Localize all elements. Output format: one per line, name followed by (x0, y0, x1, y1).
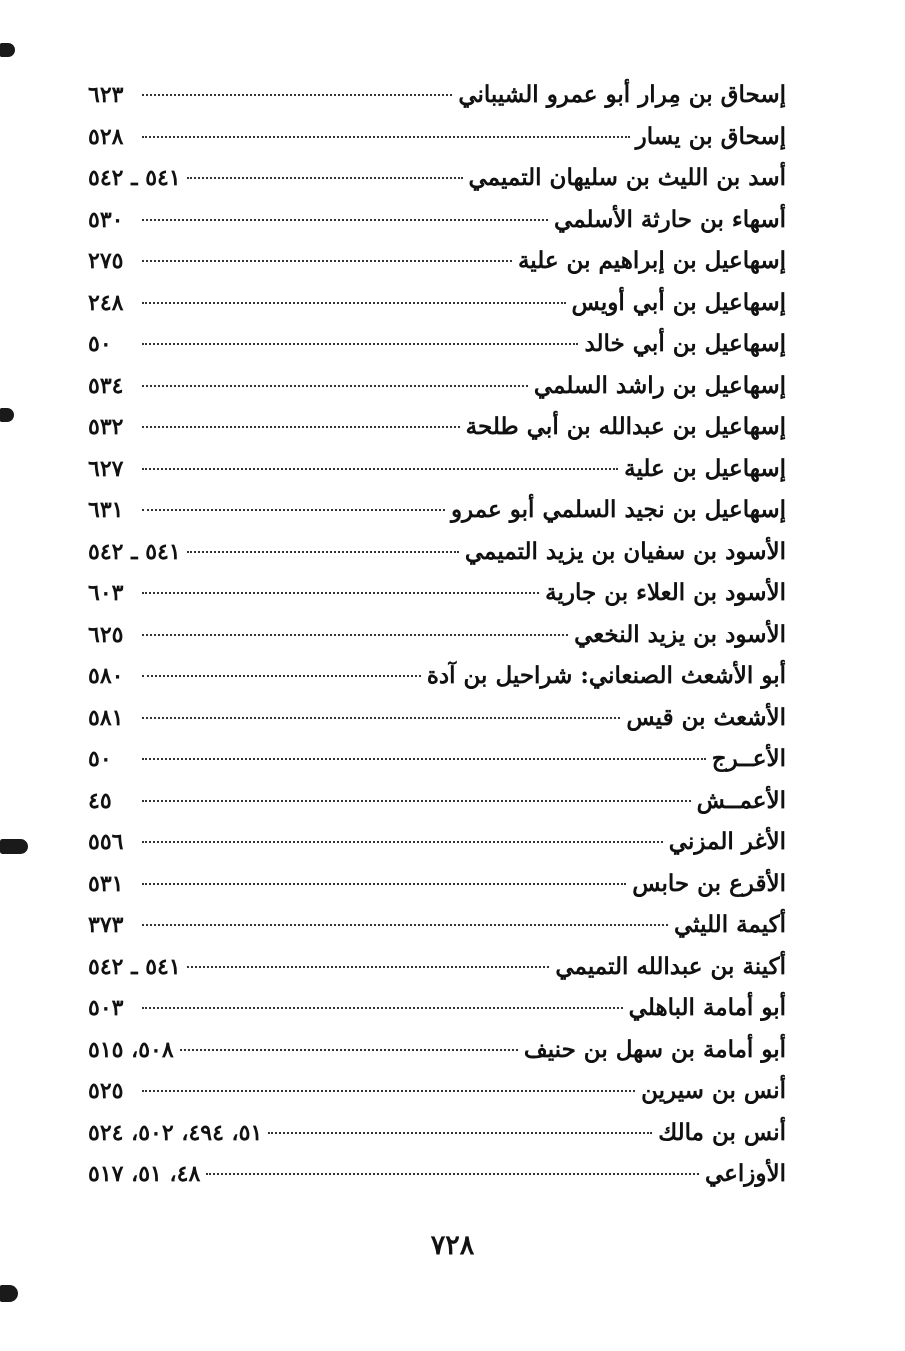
entry-pages: ٦٠٣ (88, 580, 124, 606)
entry-name: أبو أمامة الباهلي (628, 994, 786, 1021)
dot-leader (142, 841, 663, 843)
entry-name: الأسود بن يزيد النخعي (574, 620, 786, 648)
index-entry (88, 697, 786, 739)
index-entry (88, 1112, 786, 1154)
index-entry (88, 1029, 786, 1071)
index-entry (88, 821, 786, 863)
entry-name: الأسود بن العلاء بن جارية (545, 579, 786, 606)
margin-ink-mark (0, 43, 15, 57)
entry-pages: ٥٥٦ (88, 829, 124, 855)
entry-pages: ٦٣١ (88, 497, 124, 523)
entry-pages: ٥٤١ ـ ٥٤٢ (88, 953, 181, 980)
dot-leader (142, 509, 445, 511)
dot-leader (180, 1049, 518, 1051)
entry-pages: ٥٤١ ـ ٥٤٢ (88, 165, 181, 191)
entry-name: إسهاعيل بن أبي أويس (571, 288, 786, 316)
entry-pages: ٦٢٣ (88, 82, 124, 108)
page-number: ٧٢٨ (430, 1230, 475, 1261)
entry-pages: ٥٢٥ (88, 1078, 124, 1104)
entry-name: إسحاق بن مِرار أبو عمرو الشيباني (458, 81, 786, 108)
entry-name: الأسود بن سفيان بن يزيد التميمي (464, 537, 786, 565)
dot-leader (268, 1132, 652, 1134)
dot-leader (142, 634, 568, 636)
index-entry (88, 1153, 786, 1195)
index-entry (88, 1070, 786, 1112)
dot-leader (142, 800, 691, 802)
dot-leader (142, 1090, 635, 1092)
dot-leader (142, 136, 630, 138)
index-entry (88, 904, 786, 946)
dot-leader (142, 592, 539, 594)
entry-name: إسهاعيل بن راشد السلمي (533, 371, 786, 399)
dot-leader (187, 966, 550, 968)
entry-name: الأقرع بن حابس (632, 869, 786, 897)
dot-leader (142, 385, 528, 387)
dot-leader (142, 883, 626, 885)
entry-pages: ٥٠ (88, 331, 112, 357)
index-entry (88, 863, 786, 905)
index-entry (88, 489, 786, 531)
dot-leader (142, 1007, 623, 1009)
entry-pages: ٥٨١ (88, 704, 124, 731)
entry-name: أبو أمامة بن سهل بن حنيف (523, 1035, 786, 1063)
entry-pages: ٥٠ (88, 746, 112, 772)
margin-ink-mark (0, 839, 28, 854)
index-entry (88, 448, 786, 490)
index-entry (88, 406, 786, 448)
index-entry (88, 531, 786, 573)
dot-leader (142, 924, 668, 926)
index-entry (88, 738, 786, 780)
entry-pages: ٥٣٤ (88, 372, 124, 399)
entry-name: إسهاعيل بن علية (624, 454, 786, 482)
entry-name: الأشعث بن قيس (626, 703, 786, 731)
entry-pages: ٦٢٥ (88, 621, 124, 648)
entry-name: أكيمة الليثي (674, 911, 786, 938)
entry-name: أنس بن مالك (658, 1118, 786, 1146)
index-entry (88, 240, 786, 282)
index-entry (88, 780, 786, 822)
entry-name: إسهاعيل بن نجيد السلمي أبو عمرو (450, 496, 786, 523)
index-entry (88, 323, 786, 365)
index-entry (88, 572, 786, 614)
entry-name: إسهاعيل بن إبراهيم بن علية (517, 247, 786, 274)
entry-name: الأغر المزني (668, 828, 786, 855)
index-entry (88, 157, 786, 199)
index-entry (88, 614, 786, 656)
entry-pages: ٥٢٨ (88, 123, 124, 150)
index-entry (88, 365, 786, 407)
dot-leader (142, 94, 452, 96)
dot-leader (187, 551, 459, 553)
index-list (88, 74, 786, 1195)
entry-pages: ٥٣٠ (88, 206, 124, 233)
entry-pages: ٥٨٠ (88, 663, 124, 689)
dot-leader (187, 177, 463, 179)
entry-pages: ٢٤٨ (88, 289, 124, 316)
entry-pages: ٥٣١ (88, 870, 124, 897)
margin-ink-mark (0, 408, 14, 422)
entry-pages: ٥٠٣ (88, 995, 124, 1021)
entry-name: إسحاق بن يسار (635, 122, 786, 150)
entry-pages: ٥٤١ ـ ٥٤٢ (88, 538, 181, 565)
index-entry (88, 987, 786, 1029)
entry-pages: ٥١، ٤٩٤، ٥٠٢، ٥٢٤ (88, 1119, 263, 1146)
index-entry (88, 199, 786, 241)
entry-name: أبو الأشعث الصنعاني: شراحيل بن آدة (426, 662, 786, 689)
entry-pages: ٣٧٣ (88, 912, 124, 938)
entry-pages: ٥٣٢ (88, 414, 124, 440)
entry-name: إسهاعيل بن أبي خالد (584, 330, 786, 357)
dot-leader (142, 426, 460, 428)
index-entry (88, 116, 786, 158)
entry-name: الأعمــش (696, 786, 786, 814)
dot-leader (142, 758, 706, 760)
entry-name: الأعــرج (711, 745, 786, 772)
entry-pages: ٤٥ (88, 787, 112, 814)
margin-ink-mark (0, 1285, 18, 1302)
entry-name: أسد بن الليث بن سليهان التميمي (468, 164, 786, 191)
index-entry (88, 946, 786, 988)
entry-pages: ٤٨، ٥١، ٥١٧ (88, 1161, 201, 1187)
index-entry (88, 282, 786, 324)
dot-leader (206, 1173, 699, 1175)
entry-pages: ٢٧٥ (88, 248, 124, 274)
dot-leader (142, 219, 548, 221)
entry-pages: ٥٠٨، ٥١٥ (88, 1036, 174, 1063)
entry-pages: ٦٢٧ (88, 455, 124, 482)
index-entry (88, 74, 786, 116)
entry-name: أكينة بن عبدالله التميمي (555, 952, 786, 980)
dot-leader (142, 717, 620, 719)
entry-name: إسهاعيل بن عبدالله بن أبي طلحة (465, 413, 786, 440)
entry-name: الأوزاعي (704, 1160, 786, 1187)
dot-leader (142, 260, 512, 262)
entry-name: أنس بن سيرين (641, 1077, 786, 1104)
dot-leader (142, 468, 618, 470)
dot-leader (142, 675, 421, 677)
dot-leader (142, 302, 566, 304)
dot-leader (142, 343, 578, 345)
entry-name: أسهاء بن حارثة الأسلمي (554, 205, 786, 233)
index-entry (88, 655, 786, 697)
